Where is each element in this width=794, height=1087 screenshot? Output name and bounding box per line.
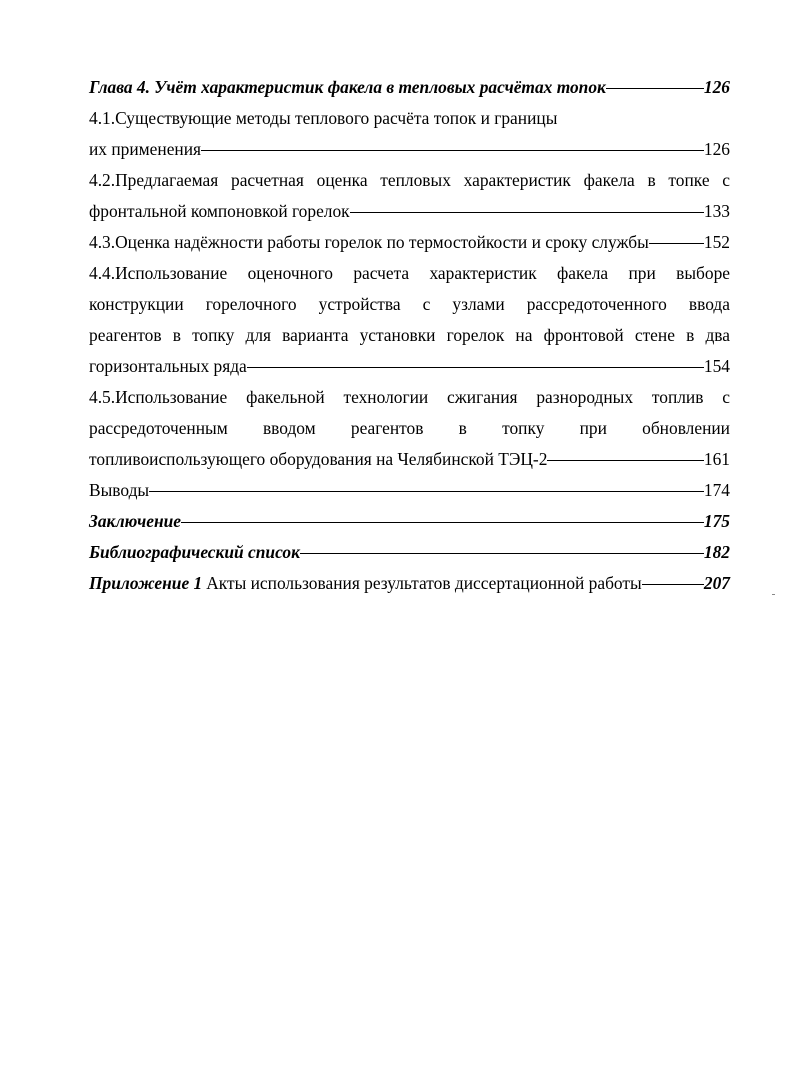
toc-entry-chapter-4 [89, 72, 730, 103]
toc-entry-4-2-line-1 [89, 165, 730, 196]
toc-entry-appendix-1 [89, 568, 730, 599]
toc-entry-4-4-line-3 [89, 320, 730, 351]
page-number: 126 [703, 139, 730, 159]
appendix-title: Акты использования результатов диссертационной работы [206, 573, 642, 593]
toc-entry-4-1-line-2 [89, 134, 730, 165]
section-title: Библиографический список [89, 542, 300, 562]
section-title-continued: конструкции горелочного устройства с узлами рассредоточенного ввода [89, 294, 730, 314]
appendix-label: Приложение 1 [89, 573, 203, 593]
section-title: 4.2.Предлагаемая расчетная оценка тепловых характеристик факела в топке с [89, 170, 730, 190]
page-number: 161 [703, 449, 730, 469]
section-title-continued: топливоиспользующего оборудования на Челябинской ТЭЦ-2 [89, 449, 548, 469]
toc-entry-4-5-line-1 [89, 382, 730, 413]
section-title-continued: их применения [89, 139, 202, 159]
section-title: 4.1.Существующие методы теплового расчёта топок и границы [89, 108, 558, 128]
leader-line [300, 553, 704, 554]
section-title-continued: фронтальной компоновкой горелок [89, 201, 350, 221]
page-number: 207 [703, 573, 730, 593]
leader-line [201, 150, 704, 151]
leader-line [181, 522, 704, 523]
scan-mark [772, 594, 775, 595]
chapter-title: Глава 4. Учёт характеристик факела в тепловых расчётах топок [89, 77, 606, 97]
toc-entry-4-4-line-1 [89, 258, 730, 289]
toc-entry-4-5-line-3 [89, 444, 730, 475]
toc-entry-4-3 [89, 227, 730, 258]
leader-line [649, 243, 704, 244]
page-number: 175 [703, 511, 730, 531]
table-of-contents [89, 72, 730, 599]
page-number: 126 [703, 77, 730, 97]
leader-line [247, 367, 704, 368]
section-title-continued: реагентов в топку для варианта установки горелок на фронтовой стене в два [89, 325, 730, 345]
toc-entry-final-conclusion [89, 506, 730, 537]
section-title: Выводы [89, 480, 150, 500]
leader-line [642, 584, 704, 585]
section-title: Заключение [89, 511, 181, 531]
section-title: 4.5.Использование факельной технологии сжигания разнородных топлив с [89, 387, 730, 407]
page-number: 154 [703, 356, 730, 376]
page-number: 174 [703, 480, 730, 500]
section-title: 4.3.Оценка надёжности работы горелок по термостойкости и сроку службы [89, 232, 649, 252]
leader-line [547, 460, 703, 461]
page-number: 152 [703, 232, 730, 252]
toc-entry-conclusions [89, 475, 730, 506]
toc-entry-4-4-line-4 [89, 351, 730, 382]
leader-line [606, 88, 704, 89]
toc-entry-4-2-line-2 [89, 196, 730, 227]
toc-entry-4-5-line-2 [89, 413, 730, 444]
toc-entry-4-4-line-2 [89, 289, 730, 320]
page-number: 182 [703, 542, 730, 562]
toc-entry-4-1-line-1 [89, 103, 730, 134]
section-title: 4.4.Использование оценочного расчета характеристик факела при выборе [89, 263, 730, 283]
toc-entry-bibliography [89, 537, 730, 568]
section-title-continued: рассредоточенным вводом реагентов в топку при обновлении [89, 418, 730, 438]
leader-line [149, 491, 704, 492]
leader-line [350, 212, 704, 213]
page-number: 133 [703, 201, 730, 221]
section-title-continued: горизонтальных ряда [89, 356, 247, 376]
